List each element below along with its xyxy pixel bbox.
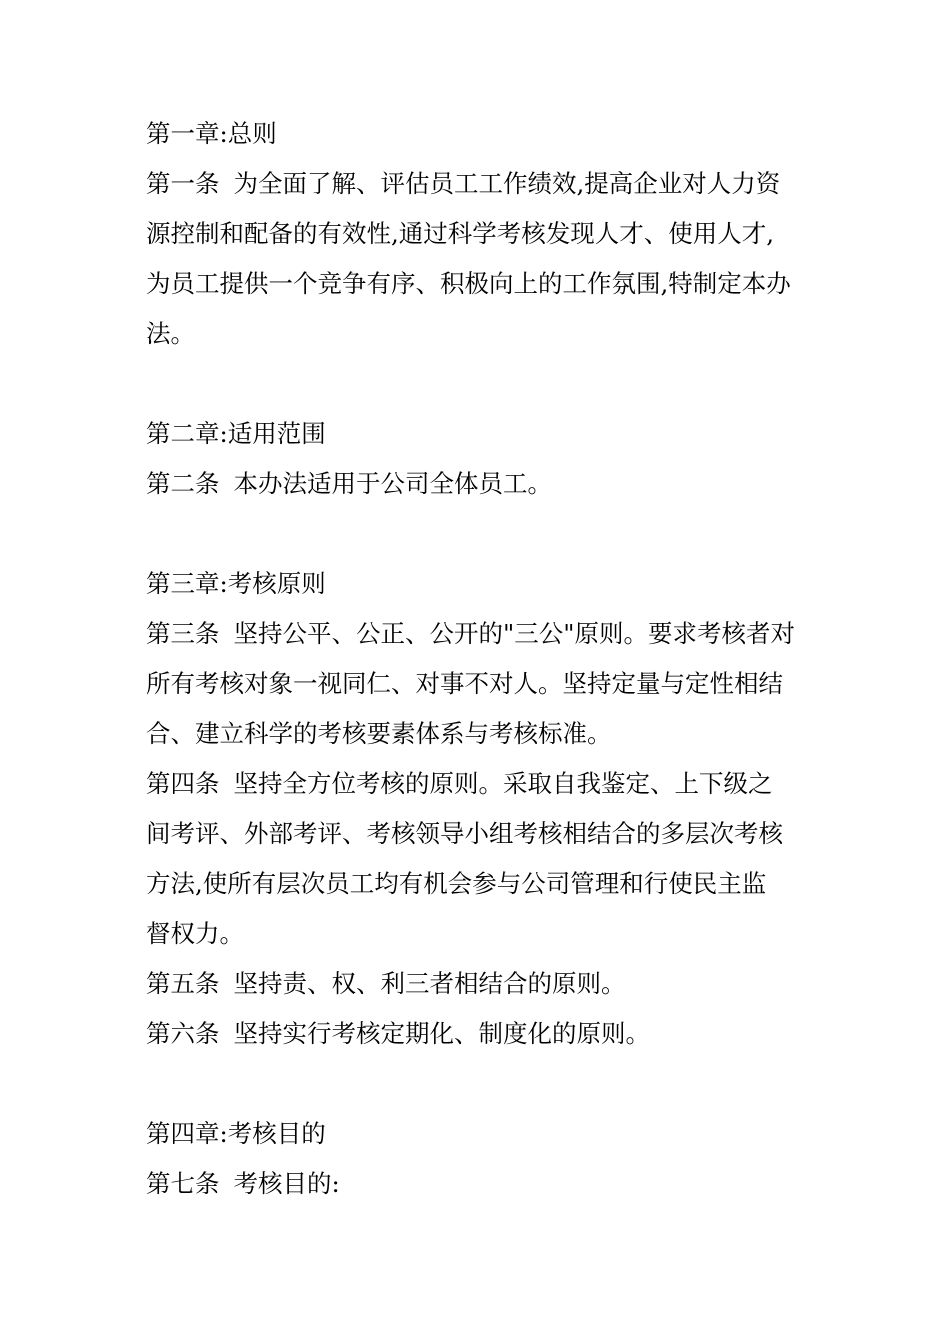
article-text: 为全面了解、评估员工工作绩效,提高企业对人力资 (233, 169, 781, 198)
chapter-heading: 第三章:考核原则 (146, 569, 326, 598)
article-line: 为员工提供一个竞争有序、积极向上的工作氛围,特制定本办 (146, 269, 791, 298)
article-text: 坚持公平、公正、公开的"三公"原则。要求考核者对 (233, 619, 796, 648)
article-line: 合、建立科学的考核要素体系与考核标准。 (146, 719, 612, 748)
article-text: 本办法适用于公司全体员工。 (233, 469, 552, 498)
article-line: 源控制和配备的有效性,通过科学考核发现人才、使用人才, (146, 219, 775, 248)
article-label: 第三条 (146, 619, 220, 648)
article-text: 坚持责、权、利三者相结合的原则。 (233, 969, 626, 998)
article-text: 坚持全方位考核的原则。采取自我鉴定、上下级之 (233, 769, 773, 798)
article-label: 第七条 (146, 1169, 220, 1198)
article-label: 第六条 (146, 1019, 220, 1048)
document-page (146, 109, 811, 1209)
blank-line (146, 359, 811, 409)
article-line (146, 1159, 811, 1209)
article-line (146, 609, 811, 659)
article-line (146, 159, 811, 209)
article-label: 第一条 (146, 169, 220, 198)
blank-line (146, 1059, 811, 1109)
article-line (146, 1009, 811, 1059)
article-line (146, 959, 811, 1009)
article-line (146, 459, 811, 509)
chapter-heading: 第四章:考核目的 (146, 1119, 326, 1148)
article-label: 第二条 (146, 469, 220, 498)
article-line (146, 759, 811, 809)
article-line: 法。 (146, 319, 195, 348)
chapter-heading: 第二章:适用范围 (146, 419, 326, 448)
article-label: 第五条 (146, 969, 220, 998)
article-line: 所有考核对象一视同仁、对事不对人。坚持定量与定性相结 (146, 669, 783, 698)
article-text: 坚持实行考核定期化、制度化的原则。 (233, 1019, 650, 1048)
article-text: 考核目的: (233, 1169, 340, 1198)
chapter-heading: 第一章:总则 (146, 119, 277, 148)
article-line: 间考评、外部考评、考核领导小组考核相结合的多层次考核 (146, 819, 783, 848)
article-line: 方法,使所有层次员工均有机会参与公司管理和行使民主监 (146, 869, 767, 898)
article-label: 第四条 (146, 769, 220, 798)
article-line: 督权力。 (146, 919, 244, 948)
blank-line (146, 509, 811, 559)
